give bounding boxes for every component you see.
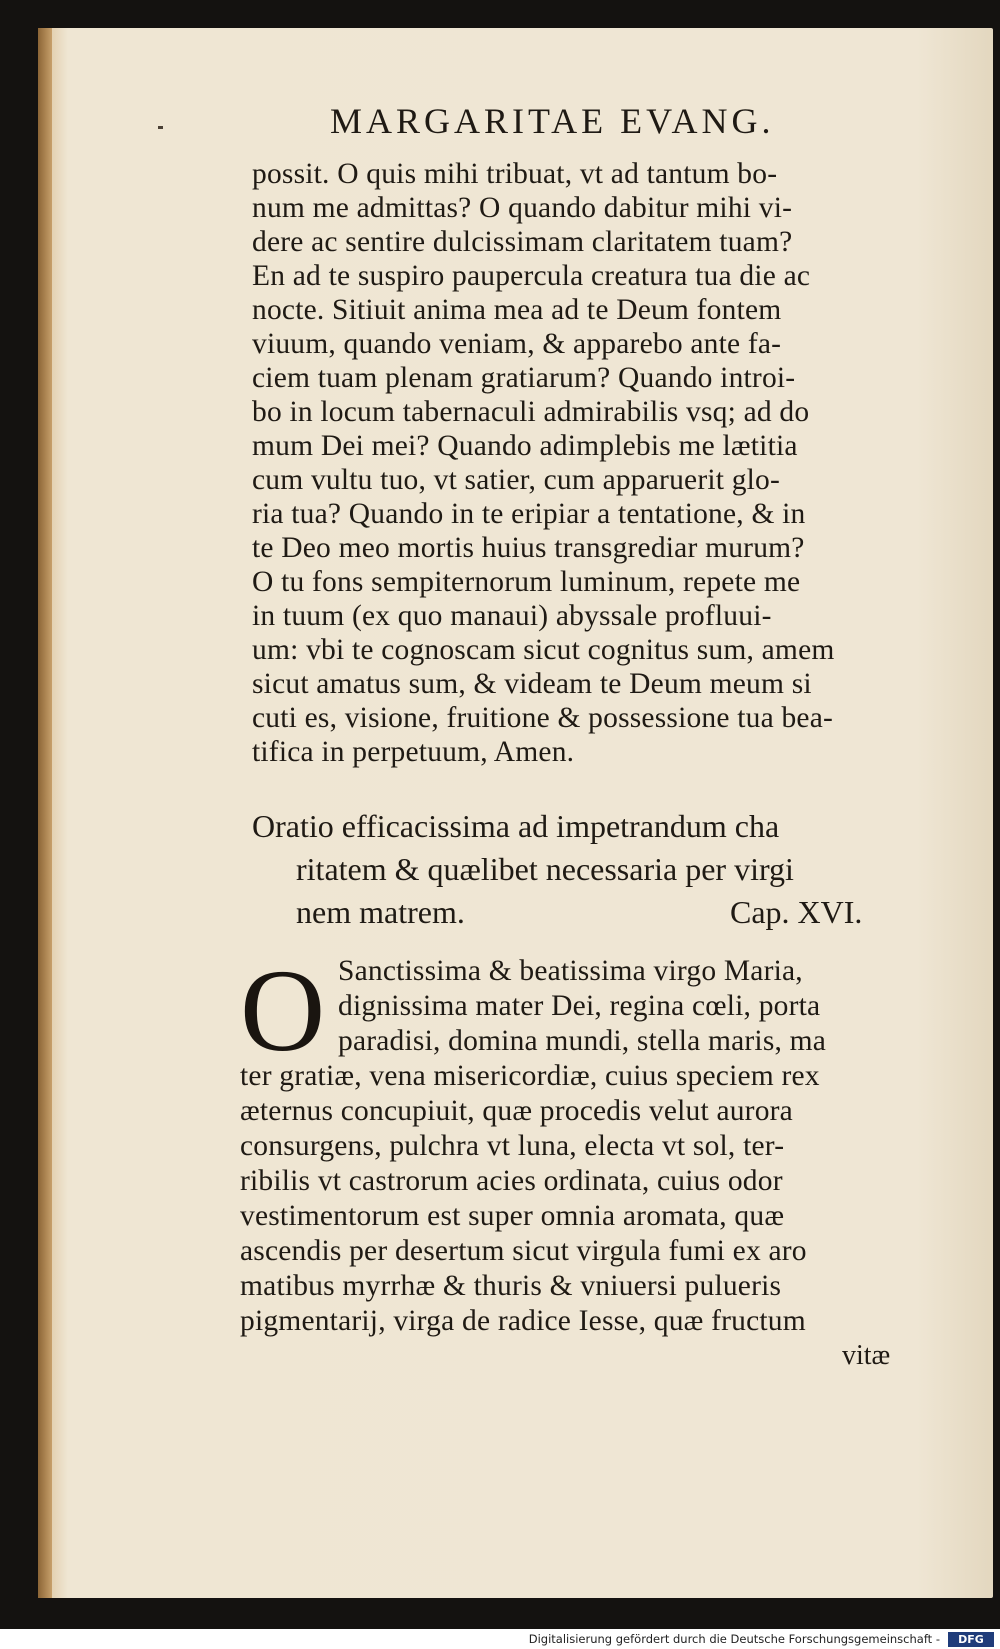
body-line: ciem tuam plenam gratiarum? Quando introi- bbox=[252, 362, 796, 394]
prayer-line: ribilis vt castrorum acies ordinata, cuius odor bbox=[240, 1165, 783, 1197]
body-line: tifica in perpetuum, Amen. bbox=[252, 736, 575, 768]
ink-speck bbox=[158, 126, 163, 129]
body-line: ria tua? Quando in te eripiar a tentatione, & in bbox=[252, 498, 806, 530]
body-line: O tu fons sempiternorum luminum, repete me bbox=[252, 566, 801, 598]
body-line: En ad te suspiro paupercula creatura tua die ac bbox=[252, 260, 811, 292]
body-line: um: vbi te cognoscam sicut cognitus sum, amem bbox=[252, 634, 835, 666]
prayer-line: æternus concupiuit, quæ procedis velut aurora bbox=[240, 1095, 793, 1127]
running-title: MARGARITAE EVANG. bbox=[330, 101, 775, 141]
body-line: cuti es, visione, fruitione & possessione tua bea- bbox=[252, 702, 834, 734]
prayer-line: ter gratiæ, vena misericordiæ, cuius speciem rex bbox=[240, 1060, 820, 1092]
body-line: possit. O quis mihi tribuat, vt ad tantum bo- bbox=[252, 158, 778, 190]
body-line: nocte. Sitiuit anima mea ad te Deum fontem bbox=[252, 294, 782, 326]
body-line: te Deo meo mortis huius transgrediar murum? bbox=[252, 532, 805, 564]
dfg-logo-icon: DFG bbox=[948, 1632, 994, 1647]
chapter-heading-line: Oratio efficacissima ad impetrandum cha bbox=[252, 808, 780, 844]
chapter-heading-line: ritatem & quælibet necessaria per virgi bbox=[296, 851, 794, 887]
footer-text: Digitalisierung gefördert durch die Deutsche Forschungsgemeinschaft - bbox=[528, 1632, 940, 1646]
body-line: bo in locum tabernaculi admirabilis vsq; ad do bbox=[252, 396, 810, 428]
prayer-line: dignissima mater Dei, regina cœli, porta bbox=[338, 990, 821, 1022]
prayer-line: matibus myrrhæ & thuris & vniuersi pulueris bbox=[240, 1270, 782, 1302]
drop-cap: O bbox=[240, 945, 326, 1076]
prayer-line: pigmentarij, virga de radice Iesse, quæ fructum bbox=[240, 1305, 806, 1337]
chapter-heading-line: nem matrem. bbox=[296, 894, 465, 930]
prayer-line: Sanctissima & beatissima virgo Maria, bbox=[338, 955, 803, 987]
catchword: vitæ bbox=[842, 1340, 891, 1371]
body-line: dere ac sentire dulcissimam claritatem tuam? bbox=[252, 226, 793, 258]
prayer-line: paradisi, domina mundi, stella maris, ma bbox=[338, 1025, 827, 1057]
body-line: cum vultu tuo, vt satier, cum apparuerit glo- bbox=[252, 464, 781, 496]
body-line: sicut amatus sum, & videam te Deum meum si bbox=[252, 668, 812, 700]
digitization-footer bbox=[0, 1629, 1000, 1649]
page-binding-edge bbox=[38, 28, 52, 1598]
body-line: mum Dei mei? Quando adimplebis me lætitia bbox=[252, 430, 798, 462]
chapter-number: Cap. XVI. bbox=[730, 894, 863, 930]
body-line: num me admittas? O quando dabitur mihi vi- bbox=[252, 192, 793, 224]
prayer-line: consurgens, pulchra vt luna, electa vt sol, ter- bbox=[240, 1130, 785, 1162]
prayer-line: vestimentorum est super omnia aromata, quæ bbox=[240, 1200, 785, 1232]
body-line: in tuum (ex quo manaui) abyssale profluui- bbox=[252, 600, 772, 632]
body-line: viuum, quando veniam, & apparebo ante fa- bbox=[252, 328, 782, 360]
prayer-line: ascendis per desertum sicut virgula fumi ex aro bbox=[240, 1235, 807, 1267]
